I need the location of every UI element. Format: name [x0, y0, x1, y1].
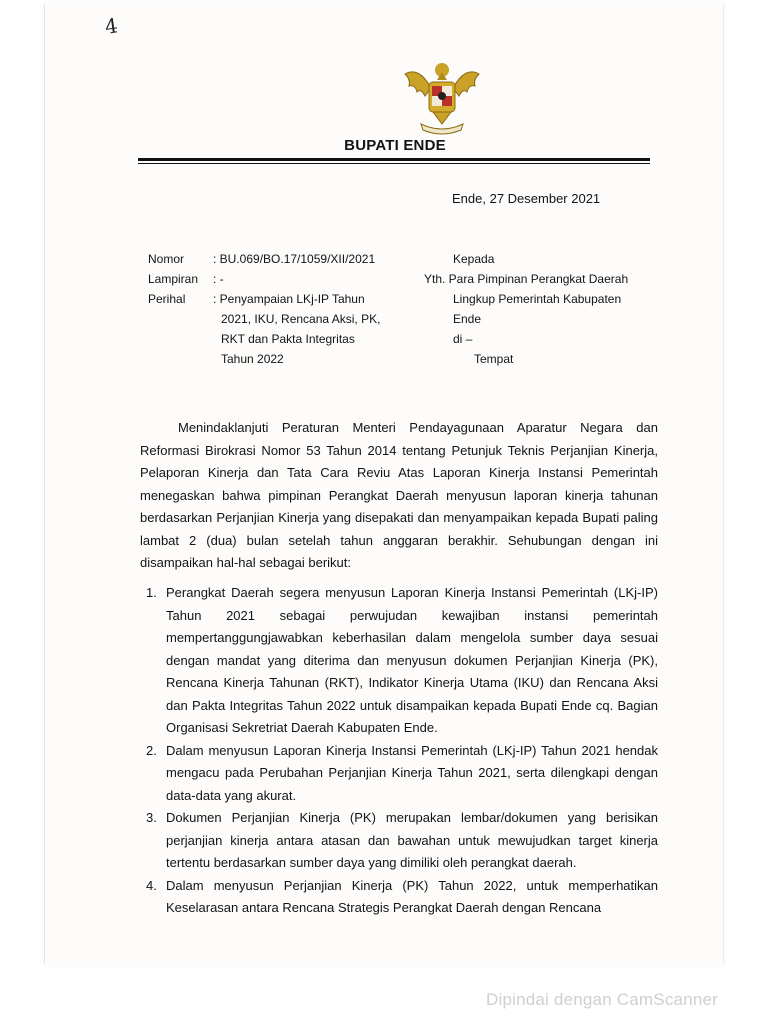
list-item-number: 2.: [146, 742, 157, 758]
header-labels: [148, 249, 198, 309]
list-item-number: 1.: [146, 585, 157, 600]
recipient-line-4: di –: [453, 332, 473, 346]
value-lampiran: : -: [213, 272, 224, 286]
letter-date: Ende, 27 Desember 2021: [452, 191, 601, 206]
points-list: [140, 582, 658, 920]
list-item-number: 3.: [146, 810, 157, 825]
label-nomor: Nomor: [148, 252, 185, 266]
value-perihal-4: Tahun 2022: [221, 352, 284, 366]
header-values: [213, 249, 380, 369]
label-lampiran: Lampiran: [148, 272, 199, 286]
list-item: [140, 807, 658, 875]
value-perihal-2: 2021, IKU, Rencana Aksi, PK,: [221, 312, 381, 326]
value-nomor: : BU.069/BO.17/1059/XII/2021: [213, 252, 376, 266]
recipient-block: [424, 249, 628, 369]
list-item: [140, 875, 658, 920]
list-item-text: Dalam menyusun Laporan Kinerja Instansi Pemerintah (LKj-IP) Tahun 2021 hendak mengacu pada Perubahan Perjanjian Kinerja Tahun 2021, serta dilengkapi dengan data-data yang akurat.: [166, 742, 658, 803]
corner-mark: 4: [103, 13, 120, 39]
header-divider: [138, 158, 650, 161]
recipient-line-2: Lingkup Pemerintah Kabupaten: [453, 292, 622, 306]
list-item: [140, 582, 658, 740]
list-item: [140, 740, 658, 808]
garuda-emblem-icon: [401, 58, 483, 140]
list-item-text: Dokumen Perjanjian Kinerja (PK) merupakan lembar/dokumen yang berisikan perjanjian kinerja antara atasan dan bawahan untuk mewujudkan target kinerja tertentu berdasarkan sumber daya yang dimiliki oleh perangkat daerah.: [166, 810, 658, 870]
recipient-tempat: Tempat: [474, 352, 514, 366]
recipient-kepada: Kepada: [453, 252, 495, 266]
list-item-text: Dalam menyusun Perjanjian Kinerja (PK) Tahun 2022, untuk memperhatikan Keselarasan antara Rencana Strategis Perangkat Daerah dengan Rencana: [166, 877, 658, 915]
value-perihal-1: : Penyampaian LKj-IP Tahun: [213, 292, 365, 306]
recipient-line-3: Ende: [453, 312, 482, 326]
header-divider-thin: [138, 163, 650, 164]
label-perihal: Perihal: [148, 292, 186, 306]
intro-paragraph-block: [140, 417, 658, 575]
letter-title: BUPATI ENDE: [344, 137, 446, 154]
list-item-text: Perangkat Daerah segera menyusun Laporan Kinerja Instansi Pemerintah (LKj-IP) Tahun 2021 sebagai perwujudan kewajiban instansi pemerintah mempertanggungjawabkan keberhasilan dalam mengelola sumber daya sesuai dengan mandat yang diterima dan menyusun dokumen Perjanjian Kinerja (PK), Rencana Kinerja Tahunan (RKT), Indikator Kinerja Utama (IKU) dan Rencana Aksi dan Pakta Integritas Tahun 2022 untuk disampaikan kepada Bupati Ende cq. Bagian Organisasi Sekretriat Daerah Kabupaten Ende.: [166, 585, 658, 735]
intro-paragraph: Menindaklanjuti Peraturan Menteri Pendayagunaan Aparatur Negara dan Reformasi Birokrasi Nomor 53 Tahun 2014 tentang Petunjuk Teknis Perjanjian Kinerja, Pelaporan Kinerja dan Tata Cara Reviu Atas Laporan Kinerja Instansi Pemerintah menegaskan bahwa pimpinan Perangkat Daerah menyusun laporan kinerja tahunan berdasarkan Perjanjian Kinerja yang disepakati dan menyampaikan kepada Bupati paling lambat 2 (dua) bulan setelah tahun anggaran berakhir. Sehubungan dengan ini disampaikan hal-hal sebagai berikut:: [140, 420, 658, 570]
list-item-number: 4.: [146, 877, 157, 893]
recipient-line-1: Yth. Para Pimpinan Perangkat Daerah: [424, 272, 629, 286]
value-perihal-3: RKT dan Pakta Integritas: [221, 332, 355, 346]
scanner-watermark: Dipindai dengan CamScanner: [485, 990, 718, 1009]
